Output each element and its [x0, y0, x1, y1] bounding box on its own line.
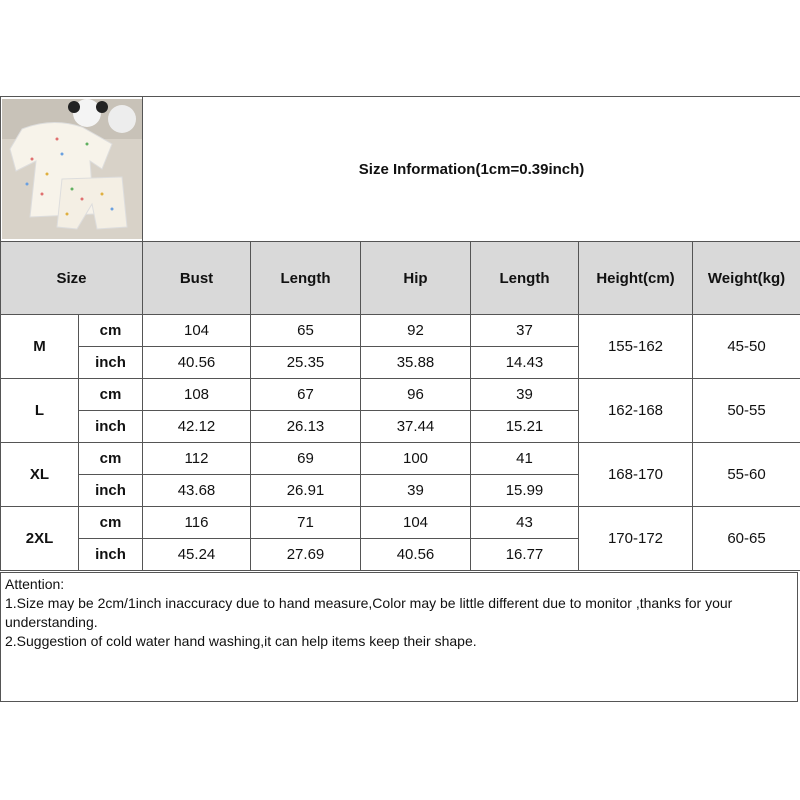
- table-cell: 14.43: [471, 347, 579, 379]
- photo-row: [1, 97, 800, 242]
- weight-cell: 45-50: [693, 315, 800, 379]
- unit-cell: inch: [79, 475, 143, 507]
- table-cell: 40.56: [143, 347, 251, 379]
- unit-cell: inch: [79, 539, 143, 571]
- size-cell: L: [1, 379, 79, 443]
- weight-cell: 55-60: [693, 443, 800, 507]
- unit-cell: cm: [79, 315, 143, 347]
- col-hip: Hip: [361, 242, 471, 315]
- table-cell: 37: [471, 315, 579, 347]
- height-cell: 170-172: [579, 507, 693, 571]
- table-cell: 96: [361, 379, 471, 411]
- table-cell: 39: [361, 475, 471, 507]
- notes-line-2: 2.Suggestion of cold water hand washing,it can help items keep their shape.: [5, 633, 477, 649]
- unit-cell: inch: [79, 347, 143, 379]
- size-information-title: Size Information(1cm=0.39inch): [143, 97, 800, 242]
- table-cell: 67: [251, 379, 361, 411]
- weight-cell: 60-65: [693, 507, 800, 571]
- table-cell: 27.69: [251, 539, 361, 571]
- table-cell: 16.77: [471, 539, 579, 571]
- table-cell: 15.21: [471, 411, 579, 443]
- table-cell: 92: [361, 315, 471, 347]
- table-cell: 25.35: [251, 347, 361, 379]
- table-cell: 104: [143, 315, 251, 347]
- size-cell: 2XL: [1, 507, 79, 571]
- table-cell: 26.13: [251, 411, 361, 443]
- table-row: [1, 315, 800, 347]
- col-length-bottom: Length: [471, 242, 579, 315]
- size-cell: M: [1, 315, 79, 379]
- height-cell: 168-170: [579, 443, 693, 507]
- table-cell: 100: [361, 443, 471, 475]
- unit-cell: cm: [79, 379, 143, 411]
- table-cell: 41: [471, 443, 579, 475]
- attention-notes: [0, 572, 798, 702]
- table-row: [1, 379, 800, 411]
- table-cell: 112: [143, 443, 251, 475]
- table-cell: 39: [471, 379, 579, 411]
- table-cell: 104: [361, 507, 471, 539]
- table-cell: 116: [143, 507, 251, 539]
- height-cell: 155-162: [579, 315, 693, 379]
- table-cell: 42.12: [143, 411, 251, 443]
- unit-cell: inch: [79, 411, 143, 443]
- table-cell: 43.68: [143, 475, 251, 507]
- notes-line-1: 1.Size may be 2cm/1inch inaccuracy due to hand measure,Color may be little different due to monitor ,thanks for your understanding.: [5, 595, 733, 630]
- table-row: [1, 443, 800, 475]
- table-cell: 43: [471, 507, 579, 539]
- size-cell: XL: [1, 443, 79, 507]
- table-cell: 69: [251, 443, 361, 475]
- table-cell: 35.88: [361, 347, 471, 379]
- unit-cell: cm: [79, 443, 143, 475]
- size-chart: [0, 96, 800, 704]
- table-cell: 15.99: [471, 475, 579, 507]
- table-row: [1, 507, 800, 539]
- product-photo-icon: [2, 99, 142, 239]
- table-cell: 37.44: [361, 411, 471, 443]
- table-cell: 108: [143, 379, 251, 411]
- table-cell: 26.91: [251, 475, 361, 507]
- notes-heading: Attention:: [5, 576, 65, 592]
- height-cell: 162-168: [579, 379, 693, 443]
- col-height: Height(cm): [579, 242, 693, 315]
- col-weight: Weight(kg): [693, 242, 800, 315]
- table-cell: 65: [251, 315, 361, 347]
- unit-cell: cm: [79, 507, 143, 539]
- product-photo-cell: [1, 97, 143, 242]
- table-cell: 40.56: [361, 539, 471, 571]
- size-header: Size: [1, 242, 143, 315]
- table-cell: 45.24: [143, 539, 251, 571]
- col-bust: Bust: [143, 242, 251, 315]
- size-table: [0, 96, 800, 571]
- col-length-top: Length: [251, 242, 361, 315]
- header-row: [1, 242, 800, 315]
- weight-cell: 50-55: [693, 379, 800, 443]
- table-cell: 71: [251, 507, 361, 539]
